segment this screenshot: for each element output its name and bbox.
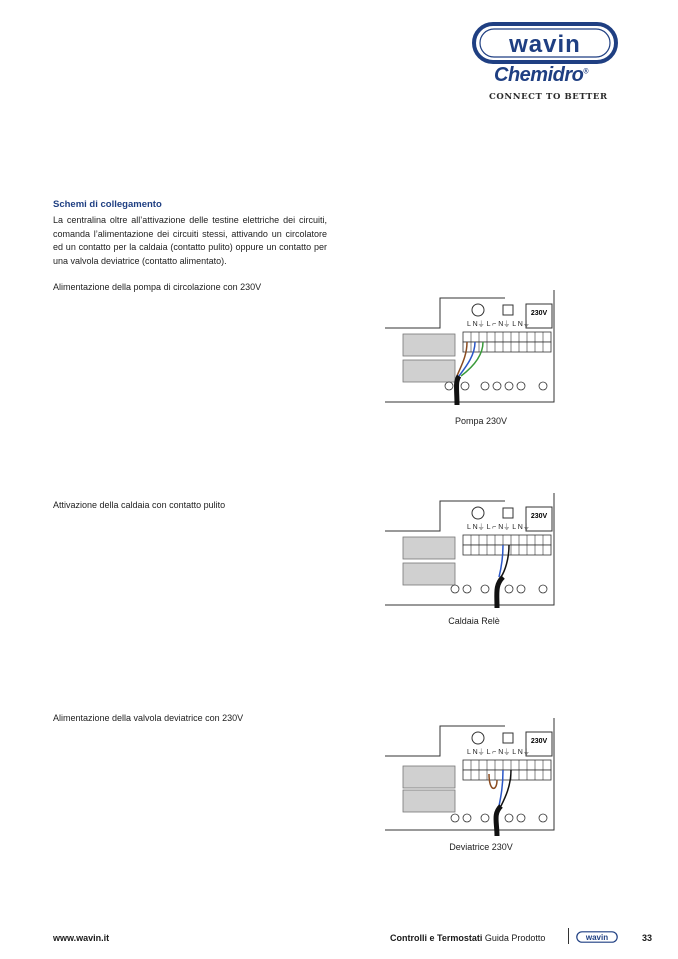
terminal-labels: L N⏚ L ⌐ N⏚ L N⏚	[467, 321, 530, 328]
section-intro: La centralina oltre all’attivazione delle testine elettriche dei circuiti, comanda l’alimentazione dei circuiti stessi, attivando un circolatore ed un contatto per la caldaia (contatto pulito) oppure un contatto per una valvola deviatrice (contatto alimentato).	[53, 215, 327, 266]
diagram-2-caption: Attivazione della caldaia con contatto pulito	[53, 500, 226, 510]
wavin-logo-text: wavin	[509, 31, 581, 58]
wiring-diagram-boiler	[385, 493, 557, 613]
footer-logo-text: wavin	[585, 933, 609, 942]
diagram-1-caption: Alimentazione della pompa di circolazione con 230V	[53, 282, 262, 292]
voltage-label: 230V	[530, 513, 548, 520]
diagram-3-caption: Alimentazione della valvola deviatrice con 230V	[53, 713, 244, 723]
chemidro-brand	[494, 64, 588, 87]
registered-mark: ®	[583, 68, 589, 76]
wiring-diagram-pump	[385, 290, 557, 410]
voltage-label: 230V	[530, 738, 548, 745]
diagram-2-label: Caldaia Relè	[448, 616, 500, 626]
footer-title-bold: Controlli e Termostati	[390, 933, 483, 943]
terminal-labels: L N⏚ L ⌐ N⏚ L N⏚	[467, 524, 530, 531]
voltage-label: 230V	[530, 310, 548, 317]
diagram-3-label: Deviatrice 230V	[449, 842, 513, 852]
tagline: CONNECT TO BETTER	[489, 92, 608, 102]
terminal-labels: L N⏚ L ⌐ N⏚ L N⏚	[467, 749, 530, 756]
footer-url[interactable]: www.wavin.it	[53, 933, 110, 943]
footer-title	[390, 933, 545, 943]
diagram-1-label: Pompa 230V	[454, 416, 508, 426]
footer-divider	[568, 928, 569, 944]
chemidro-text: Chemidro	[494, 64, 584, 86]
page-number: 33	[642, 933, 653, 943]
section-title: Schemi di collegamento	[53, 199, 162, 210]
wiring-diagram-diverter	[385, 718, 557, 838]
wavin-logo	[472, 22, 618, 64]
footer-wavin-logo	[576, 931, 618, 943]
footer-title-regular: Guida Prodotto	[484, 933, 546, 943]
